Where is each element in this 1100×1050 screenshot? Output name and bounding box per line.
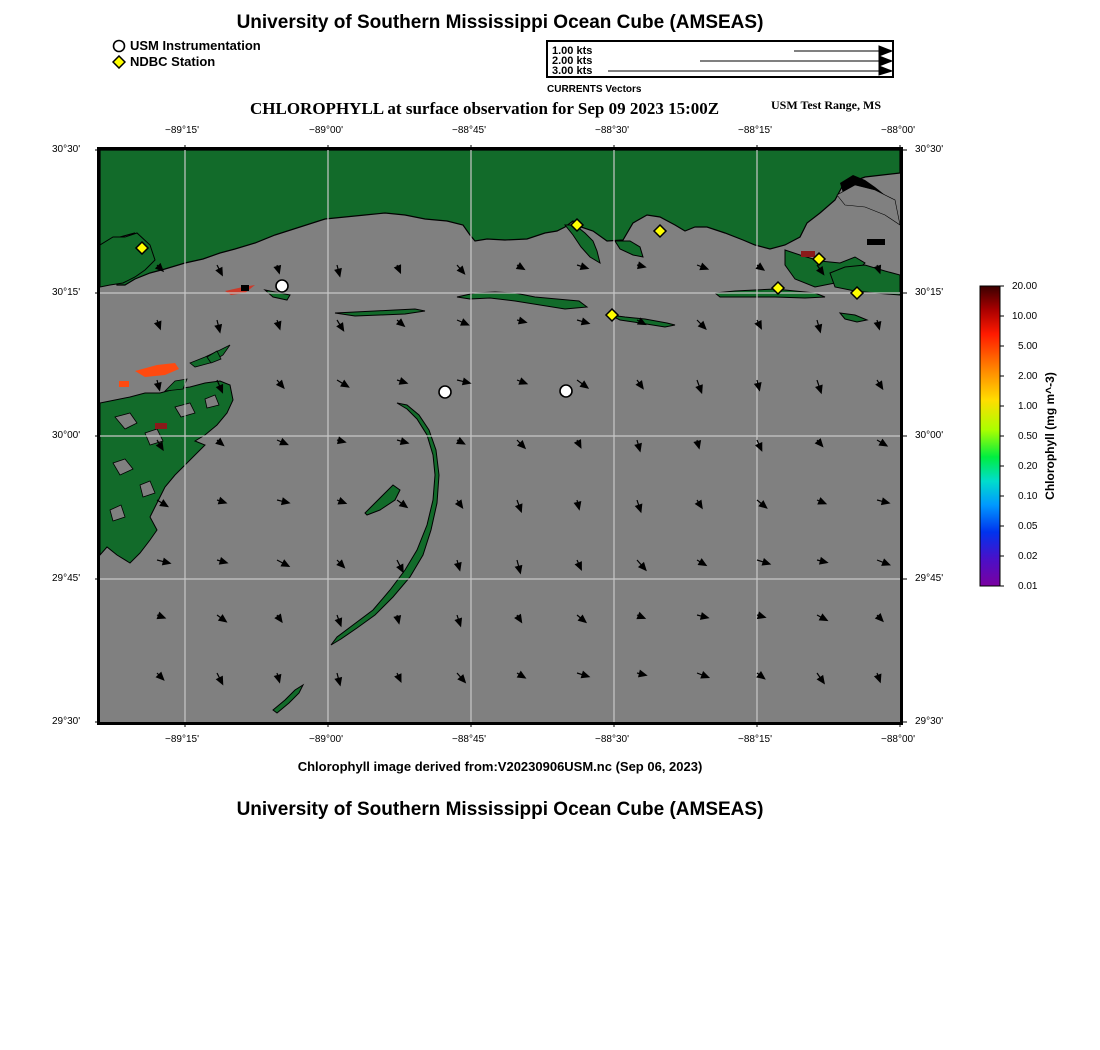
x-tick-top-5: −88°15' xyxy=(738,125,772,136)
scale-label-3: 3.00 kts xyxy=(552,65,593,77)
legend-ndbc xyxy=(112,54,261,69)
range-label: USM Test Range, MS xyxy=(771,98,882,112)
colorbar-tick-8: 0.10 xyxy=(1018,491,1038,502)
x-tick-bottom-3: −88°45' xyxy=(452,734,486,745)
y-tick-right-2: 30°15' xyxy=(915,287,944,298)
colorbar-tick-4: 2.00 xyxy=(1018,371,1038,382)
map-subtitle: CHLOROPHYLL at surface observation for Sep 09 2023 15:00Z xyxy=(250,99,720,118)
map[interactable] xyxy=(95,145,910,727)
x-tick-top-2: −89°00' xyxy=(309,125,343,136)
vector-scale-box xyxy=(546,40,894,78)
x-tick-top-1: −89°15' xyxy=(165,125,199,136)
y-tick-right-1: 30°30' xyxy=(915,144,944,155)
legend-ndbc-label: NDBC Station xyxy=(130,54,216,69)
colorbar-tick-3: 5.00 xyxy=(1018,341,1038,352)
colorbar-tick-7: 0.20 xyxy=(1018,461,1038,472)
y-tick-left-3: 30°00' xyxy=(52,430,81,441)
scale-label-2: 2.00 kts xyxy=(552,55,593,67)
source-caption: Chlorophyll image derived from:V20230906USM.nc (Sep 06, 2023) xyxy=(297,759,703,774)
y-tick-left-1: 30°30' xyxy=(52,144,81,155)
colorbar-tick-11: 0.01 xyxy=(1018,581,1038,592)
x-tick-bottom-4: −88°30' xyxy=(595,734,629,745)
scale-label-1: 1.00 kts xyxy=(552,45,593,57)
colorbar-tick-2: 10.00 xyxy=(1012,311,1038,322)
x-tick-bottom-5: −88°15' xyxy=(738,734,772,745)
y-tick-right-3: 30°00' xyxy=(915,430,944,441)
y-tick-left-5: 29°30' xyxy=(52,716,81,727)
colorbar-tick-6: 0.50 xyxy=(1018,431,1038,442)
colorbar-tick-1: 20.00 xyxy=(1012,281,1038,292)
y-tick-left-2: 30°15' xyxy=(52,287,81,298)
vector-scale-caption: CURRENTS Vectors xyxy=(547,84,642,95)
y-tick-right-4: 29°45' xyxy=(915,573,944,584)
x-tick-bottom-2: −89°00' xyxy=(309,734,343,745)
usm-instrument-3[interactable] xyxy=(560,385,572,397)
y-tick-right-5: 29°30' xyxy=(915,716,944,727)
x-tick-top-3: −88°45' xyxy=(452,125,486,136)
x-tick-top-6: −88°00' xyxy=(881,125,915,136)
legend-usm-label: USM Instrumentation xyxy=(130,38,261,53)
usm-instrument-1[interactable] xyxy=(276,280,288,292)
legend-usm xyxy=(112,38,261,53)
x-tick-bottom-6: −88°00' xyxy=(881,734,915,745)
colorbar xyxy=(976,282,1006,592)
circle-marker-icon xyxy=(112,39,126,53)
page-title: University of Southern Mississippi Ocean Cube (AMSEAS) xyxy=(236,12,764,33)
x-tick-bottom-1: −89°15' xyxy=(165,734,199,745)
colorbar-tick-9: 0.05 xyxy=(1018,521,1038,532)
usm-instrument-2[interactable] xyxy=(439,386,451,398)
footer-title: University of Southern Mississippi Ocean Cube (AMSEAS) xyxy=(236,799,764,820)
colorbar-tick-10: 0.02 xyxy=(1018,551,1038,562)
y-tick-left-4: 29°45' xyxy=(52,573,81,584)
diamond-marker-icon xyxy=(112,55,126,69)
x-tick-top-4: −88°30' xyxy=(595,125,629,136)
colorbar-label: Chlorophyll (mg m^-3) xyxy=(1043,372,1057,500)
marker-legend xyxy=(112,38,261,69)
colorbar-tick-5: 1.00 xyxy=(1018,401,1038,412)
scale-arrows xyxy=(548,42,892,76)
